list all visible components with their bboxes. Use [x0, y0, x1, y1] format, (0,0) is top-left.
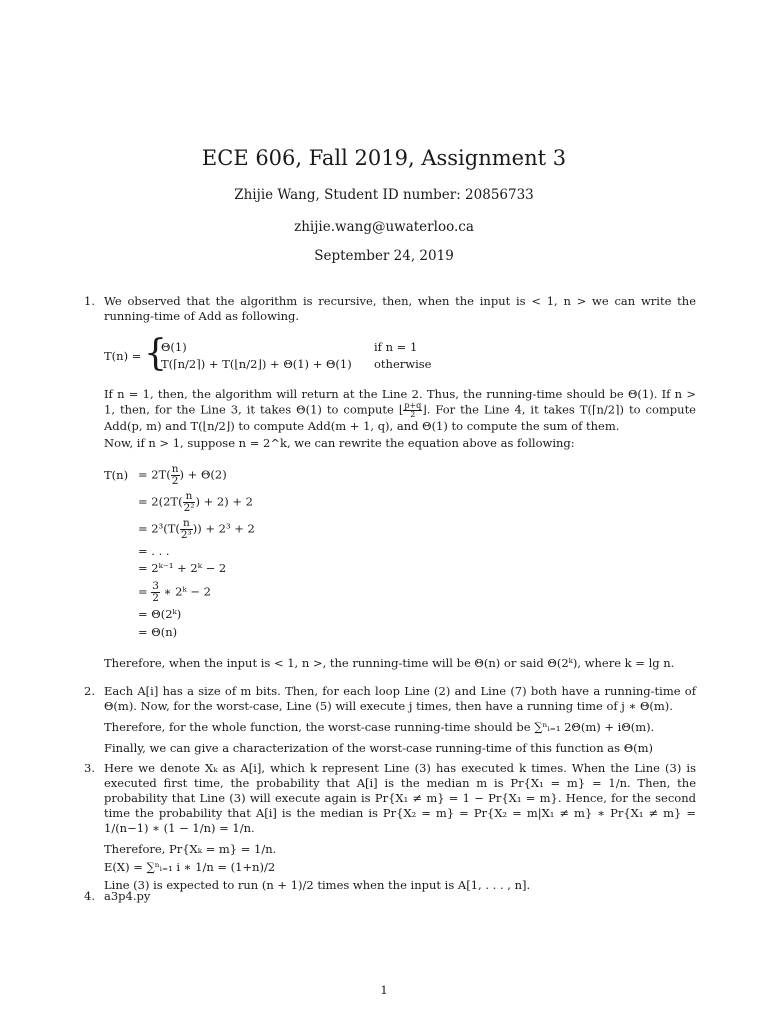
recurrence-lhs: T(n) = [104, 349, 142, 363]
document-title: ECE 606, Fall 2019, Assignment 3 [201, 146, 567, 170]
question-2 [84, 684, 696, 759]
eq-line-4: = . . . [138, 544, 170, 558]
question-3 [84, 761, 696, 896]
q4-filename: a3p4.py [104, 889, 151, 903]
left-brace: { [144, 333, 167, 374]
recurrence-cases [104, 333, 624, 374]
question-1 [84, 294, 696, 674]
author-email: zhijie.wang@uwaterloo.ca [294, 219, 474, 235]
q3-paragraph-2: Therefore, Pr{Xₖ = m} = 1/n. [104, 842, 277, 856]
document-date: September 24, 2019 [314, 248, 454, 264]
question-number: 4. [84, 889, 95, 903]
q2-paragraph-1: Each A[i] has a size of m bits. Then, for each loop Line (2) and Line (7) both have a running-time of Θ(m). Now, for the worst-case, Line (5) will execute j times, then have a running time of j ∗ Θ(m). [104, 684, 696, 713]
eq-line-5: = 2ᵏ⁻¹ + 2ᵏ − 2 [138, 561, 227, 575]
question-number: 2. [84, 684, 95, 698]
eq-line-7: = Θ(2ᵏ) [138, 607, 182, 621]
q1-explanation: If n = 1, then, the algorithm will return at the Line 2. Thus, the running-time should be Θ(1). If n > 1, then, for the Line 3, it takes Θ(1) to compute ⌊ $\frac{p+q}{2}$ ⌋. For the Line 4, it takes T(⌈n/2⌉) to compute Add(p, m) and T(⌊n/2⌋) to compute Add(m + 1, q), and Θ(1) to compute the sum of them. [104, 387, 696, 433]
q3-paragraph-3: E(X) = ∑ⁿᵢ₌₁ i ∗ 1/n = (1+n)/2 [104, 860, 276, 874]
fraction: $\frac{p+q}{2}$ [404, 401, 422, 419]
case-1-condition: if n = 1 [374, 340, 418, 354]
case-2-expression: T(⌈n/2⌉) + T(⌊n/2⌋) + Θ(1) + Θ(1) [161, 357, 352, 371]
case-2-condition: otherwise [374, 357, 432, 371]
q1-conclusion: Therefore, when the input is < 1, n >, the running-time will be Θ(n) or said Θ(2ᵏ), where k = lg n. [104, 656, 675, 670]
question-4 [84, 889, 696, 907]
q2-paragraph-2: Therefore, for the whole function, the worst-case running-time should be ∑ⁿᵢ₌₁ 2Θ(m) + iΘ(m). [104, 720, 655, 734]
eq-line-3: = 2³(T( $\frac{n}{\text{2³}}$ )) + 2³ + 2 [138, 517, 255, 541]
eq-line-1: T(n) = 2T( $\frac{n}{2}$ ) + Θ(2) [104, 463, 227, 487]
q3-paragraph-4: Line (3) is expected to run (n + 1)/2 times when the input is A[1, . . . , n]. [104, 878, 531, 892]
page-number: 1 [380, 983, 388, 997]
q1-suppose: Now, if n > 1, suppose n = 2^k, we can rewrite the equation above as following: [104, 436, 575, 450]
question-number: 3. [84, 761, 95, 775]
author-line: Zhijie Wang, Student ID number: 20856733 [234, 187, 534, 203]
eq-line-8: = Θ(n) [138, 625, 178, 639]
question-number: 1. [84, 294, 95, 308]
case-1-expression: Θ(1) [161, 340, 187, 354]
eq-line-2: = 2(2T( $\frac{n}{\text{2²}}$ ) + 2) + 2 [138, 490, 253, 514]
q1-intro: We observed that the algorithm is recursive, then, when the input is < 1, n > we can write the running-time of Add as following. [104, 294, 696, 323]
q3-paragraph-1: Here we denote Xₖ as A[i], which k represent Line (3) has executed k times. When the Line (3) is executed first time, the probability that A[i] is the median m is Pr{X₁ = m} = 1/n. Then, the probability that Line (3) will execute again is Pr{X₁ ≠ m} = 1 − Pr{X₁ = m}. Hence, for the second time the probability that A[i] is the median is Pr{X₂ = m} = Pr{X₂ = m|X₁ ≠ m} ∗ Pr{X₁ ≠ m} = 1/(n−1) ∗ (1 − 1/n) = 1/n. [104, 761, 696, 835]
eq-line-6: = $\frac{3}{2}$ ∗ 2ᵏ − 2 [138, 580, 211, 604]
q2-paragraph-3: Finally, we can give a characterization of the worst-case running-time of this function as Θ(m) [104, 741, 654, 755]
